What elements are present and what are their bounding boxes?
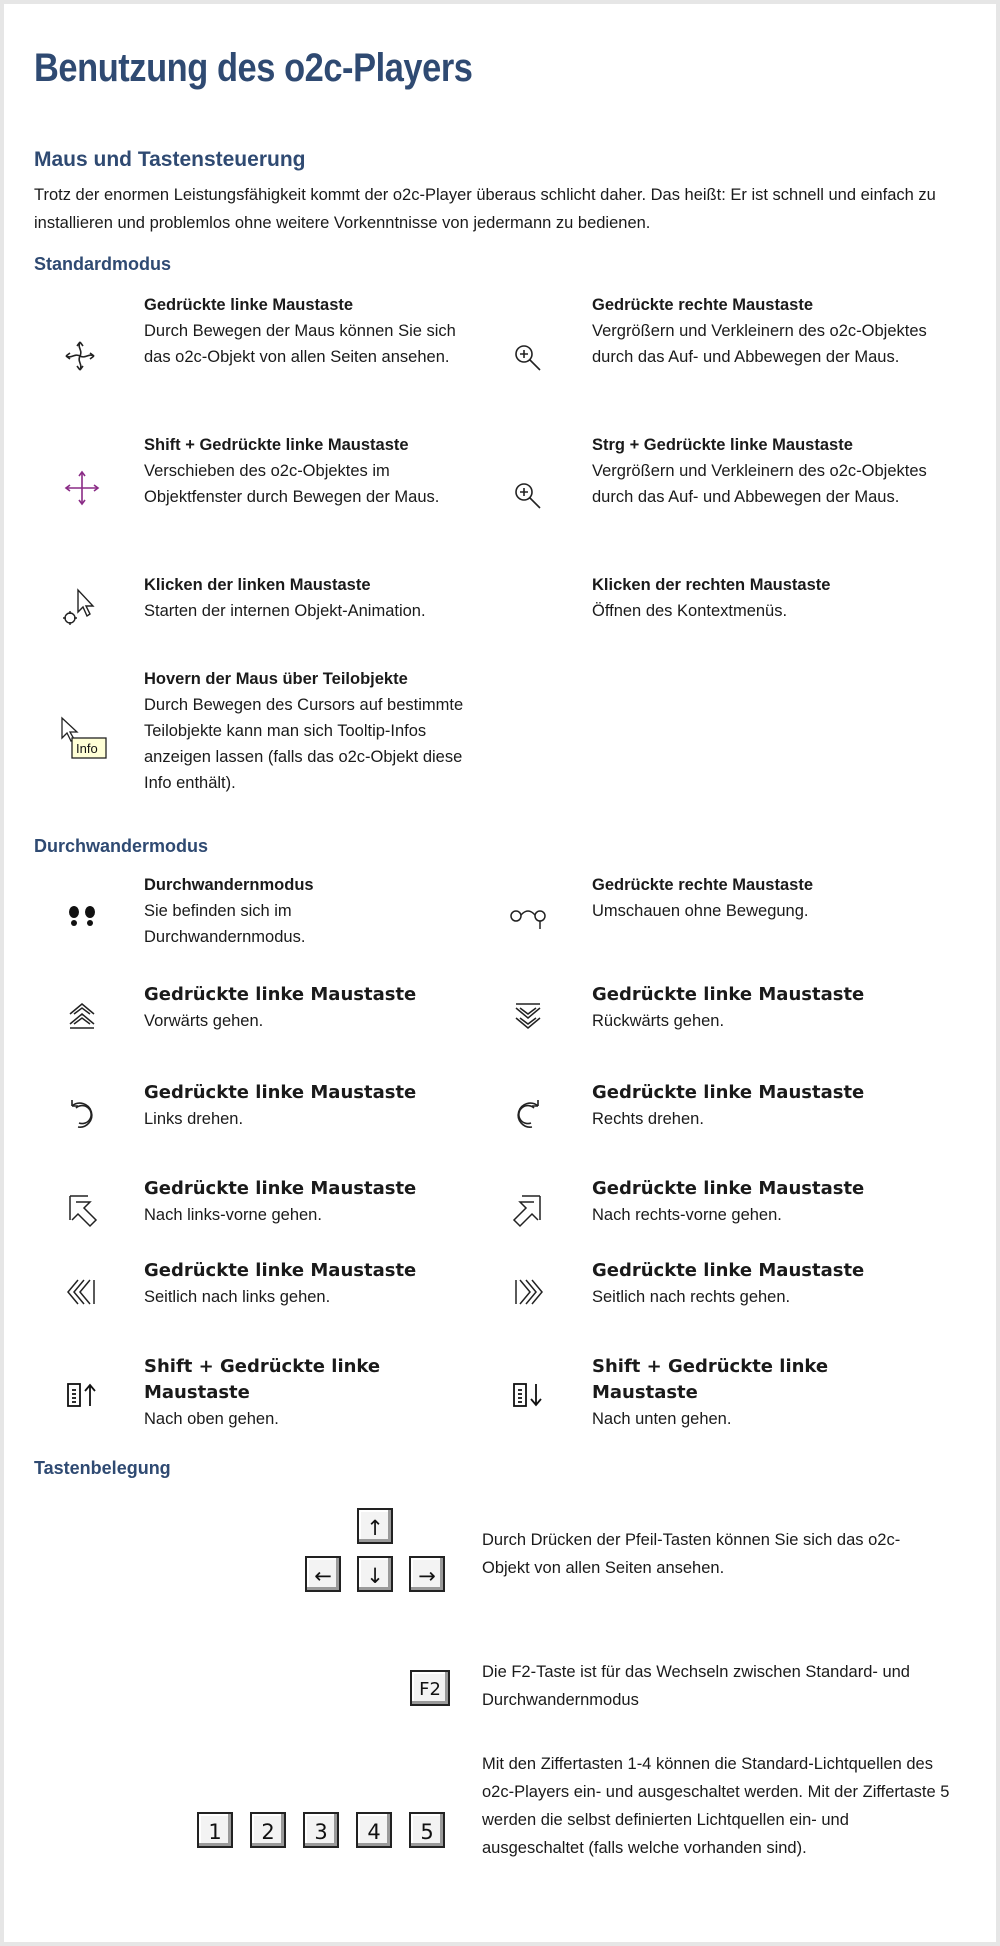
frame-right xyxy=(996,0,1000,1946)
walk-item-up xyxy=(144,1354,444,1432)
item-title: Gedrückte linke Maustaste xyxy=(144,1178,417,1199)
walk-item-down xyxy=(592,1354,892,1432)
item-title: Durchwandernmodus xyxy=(144,876,314,894)
forward-arrows-icon xyxy=(62,996,102,1036)
move-cross-icon xyxy=(62,468,102,508)
item-desc: Durch Bewegen der Maus können Sie sich das o2c-Objekt von allen Seiten ansehen. xyxy=(144,322,456,366)
item-desc: Durch Bewegen des Cursors auf bestimmte Teilobjekte kann man sich Tooltip-Infos anzeigen lassen (falls das o2c-Objekt diese Info enthält). xyxy=(144,696,464,792)
item-desc: Nach oben gehen. xyxy=(144,1410,279,1428)
glasses-icon xyxy=(506,896,552,936)
walk-item-turn-right xyxy=(592,1080,932,1132)
item-title: Shift + Gedrückte linke Maustaste xyxy=(592,1356,829,1403)
standard-item-rotate xyxy=(144,292,484,370)
number-key-2: 2 xyxy=(250,1812,286,1848)
standard-item-move xyxy=(144,432,484,510)
animation-cursor-icon xyxy=(60,586,100,626)
number-key-3: 3 xyxy=(303,1812,339,1848)
item-desc: Vergrößern und Verkleinern des o2c-Objektes durch das Auf- und Abbewegen der Maus. xyxy=(592,322,927,366)
item-desc: Seitlich nach rechts gehen. xyxy=(592,1288,791,1306)
page-title: Benutzung des o2c-Players xyxy=(34,46,473,90)
walk-item-strafe-left xyxy=(144,1258,484,1310)
item-desc: Sie befinden sich im Durchwandernmodus. xyxy=(144,902,306,946)
standard-item-hover xyxy=(144,666,484,796)
item-desc: Starten der internen Objekt-Animation. xyxy=(144,602,426,620)
walk-item-look xyxy=(592,872,932,924)
item-title: Gedrückte linke Maustaste xyxy=(592,1178,865,1199)
item-title: Gedrückte rechte Maustaste xyxy=(592,876,814,894)
item-desc: Rechts drehen. xyxy=(592,1110,704,1128)
section-heading: Maus und Tastensteuerung xyxy=(34,148,306,171)
walk-item-right-forward xyxy=(592,1176,932,1228)
item-desc: Nach unten gehen. xyxy=(592,1410,732,1428)
walk-mode-heading: Durchwandermodus xyxy=(34,836,209,856)
info-cursor-icon xyxy=(58,716,114,766)
turn-left-icon xyxy=(62,1094,102,1134)
item-desc: Seitlich nach links gehen. xyxy=(144,1288,331,1306)
walk-item-forward xyxy=(144,982,484,1034)
number-keys-text: Mit den Ziffertasten 1-4 können die Standard-Lichtquellen des o2c-Players ein- und ausgeschaltet werden. Mit der Ziffertaste 5 werden die selbst definierten Lichtquellen ein- und ausgeschaltet (falls welche vorhanden sind). xyxy=(482,1755,950,1857)
frame-top xyxy=(0,0,1000,4)
number-key-5: 5 xyxy=(409,1812,445,1848)
arrow-down-key: ↓ xyxy=(357,1556,393,1592)
walk-item-left-forward xyxy=(144,1176,484,1228)
left-forward-icon xyxy=(62,1190,102,1230)
zoom-icon xyxy=(508,476,548,516)
walk-item-strafe-right xyxy=(592,1258,932,1310)
intro-text: Trotz der enormen Leistungsfähigkeit kommt der o2c-Player überaus schlicht daher. Das heißt: Er ist schnell und einfach zu installieren und problemlos ohne weitere Vorkenntnisse von jedermann zu bedienen. xyxy=(34,186,936,232)
standard-item-context-menu xyxy=(592,572,932,624)
item-desc: Rückwärts gehen. xyxy=(592,1012,725,1030)
standard-mode-heading: Standardmodus xyxy=(34,254,172,274)
strafe-right-icon xyxy=(508,1272,548,1312)
item-desc: Nach links-vorne gehen. xyxy=(144,1206,322,1224)
arrow-right-key: → xyxy=(409,1556,445,1592)
item-title: Hovern der Maus über Teilobjekte xyxy=(144,670,408,688)
frame-bottom xyxy=(0,1942,1000,1946)
backward-arrows-icon xyxy=(508,996,548,1036)
item-title: Gedrückte linke Maustaste xyxy=(592,1260,865,1281)
item-title: Klicken der linken Maustaste xyxy=(144,576,371,594)
item-desc: Umschauen ohne Bewegung. xyxy=(592,902,809,920)
number-key-1: 1 xyxy=(197,1812,233,1848)
keys-heading: Tastenbelegung xyxy=(34,1458,171,1478)
f2-key-text: Die F2-Taste ist für das Wechseln zwischen Standard- und Durchwandernmodus xyxy=(482,1663,910,1709)
arrow-left-key: ← xyxy=(305,1556,341,1592)
arrow-up-key: ↑ xyxy=(357,1508,393,1544)
footprints-icon xyxy=(62,896,102,936)
item-desc: Verschieben des o2c-Objektes im Objektfenster durch Bewegen der Maus. xyxy=(144,462,440,506)
rotate-cursor-icon xyxy=(60,336,100,376)
elevator-down-icon xyxy=(508,1376,548,1416)
item-title: Gedrückte linke Maustaste xyxy=(144,1082,417,1103)
walk-item-turn-left xyxy=(144,1080,484,1132)
standard-item-zoom-strg xyxy=(592,432,932,510)
item-title: Klicken der rechten Maustaste xyxy=(592,576,831,594)
f2-key: F2 xyxy=(410,1670,450,1706)
item-desc: Nach rechts-vorne gehen. xyxy=(592,1206,782,1224)
item-title: Strg + Gedrückte linke Maustaste xyxy=(592,436,853,454)
number-key-4: 4 xyxy=(356,1812,392,1848)
item-desc: Öffnen des Kontextmenüs. xyxy=(592,602,788,620)
item-desc: Vorwärts gehen. xyxy=(144,1012,264,1030)
right-forward-icon xyxy=(508,1190,548,1230)
item-desc: Vergrößern und Verkleinern des o2c-Objektes durch das Auf- und Abbewegen der Maus. xyxy=(592,462,927,506)
item-title: Shift + Gedrückte linke Maustaste xyxy=(144,1356,381,1403)
item-desc: Links drehen. xyxy=(144,1110,244,1128)
item-title: Gedrückte linke Maustaste xyxy=(144,296,354,314)
elevator-up-icon xyxy=(62,1376,102,1416)
walk-item-mode xyxy=(144,872,484,950)
item-title: Gedrückte linke Maustaste xyxy=(144,1260,417,1281)
info-tooltip-label: Info xyxy=(76,741,98,756)
strafe-left-icon xyxy=(62,1272,102,1312)
standard-item-zoom xyxy=(592,292,932,370)
item-title: Shift + Gedrückte linke Maustaste xyxy=(144,436,409,454)
turn-right-icon xyxy=(508,1094,548,1134)
item-title: Gedrückte rechte Maustaste xyxy=(592,296,814,314)
item-title: Gedrückte linke Maustaste xyxy=(592,1082,865,1103)
arrow-keys-text: Durch Drücken der Pfeil-Tasten können Sie sich das o2c-Objekt von allen Seiten ansehen. xyxy=(482,1531,901,1577)
item-title: Gedrückte linke Maustaste xyxy=(592,984,865,1005)
standard-item-animation xyxy=(144,572,484,624)
frame-left xyxy=(0,0,4,1946)
item-title: Gedrückte linke Maustaste xyxy=(144,984,417,1005)
zoom-icon xyxy=(508,338,548,378)
walk-item-backward xyxy=(592,982,932,1034)
